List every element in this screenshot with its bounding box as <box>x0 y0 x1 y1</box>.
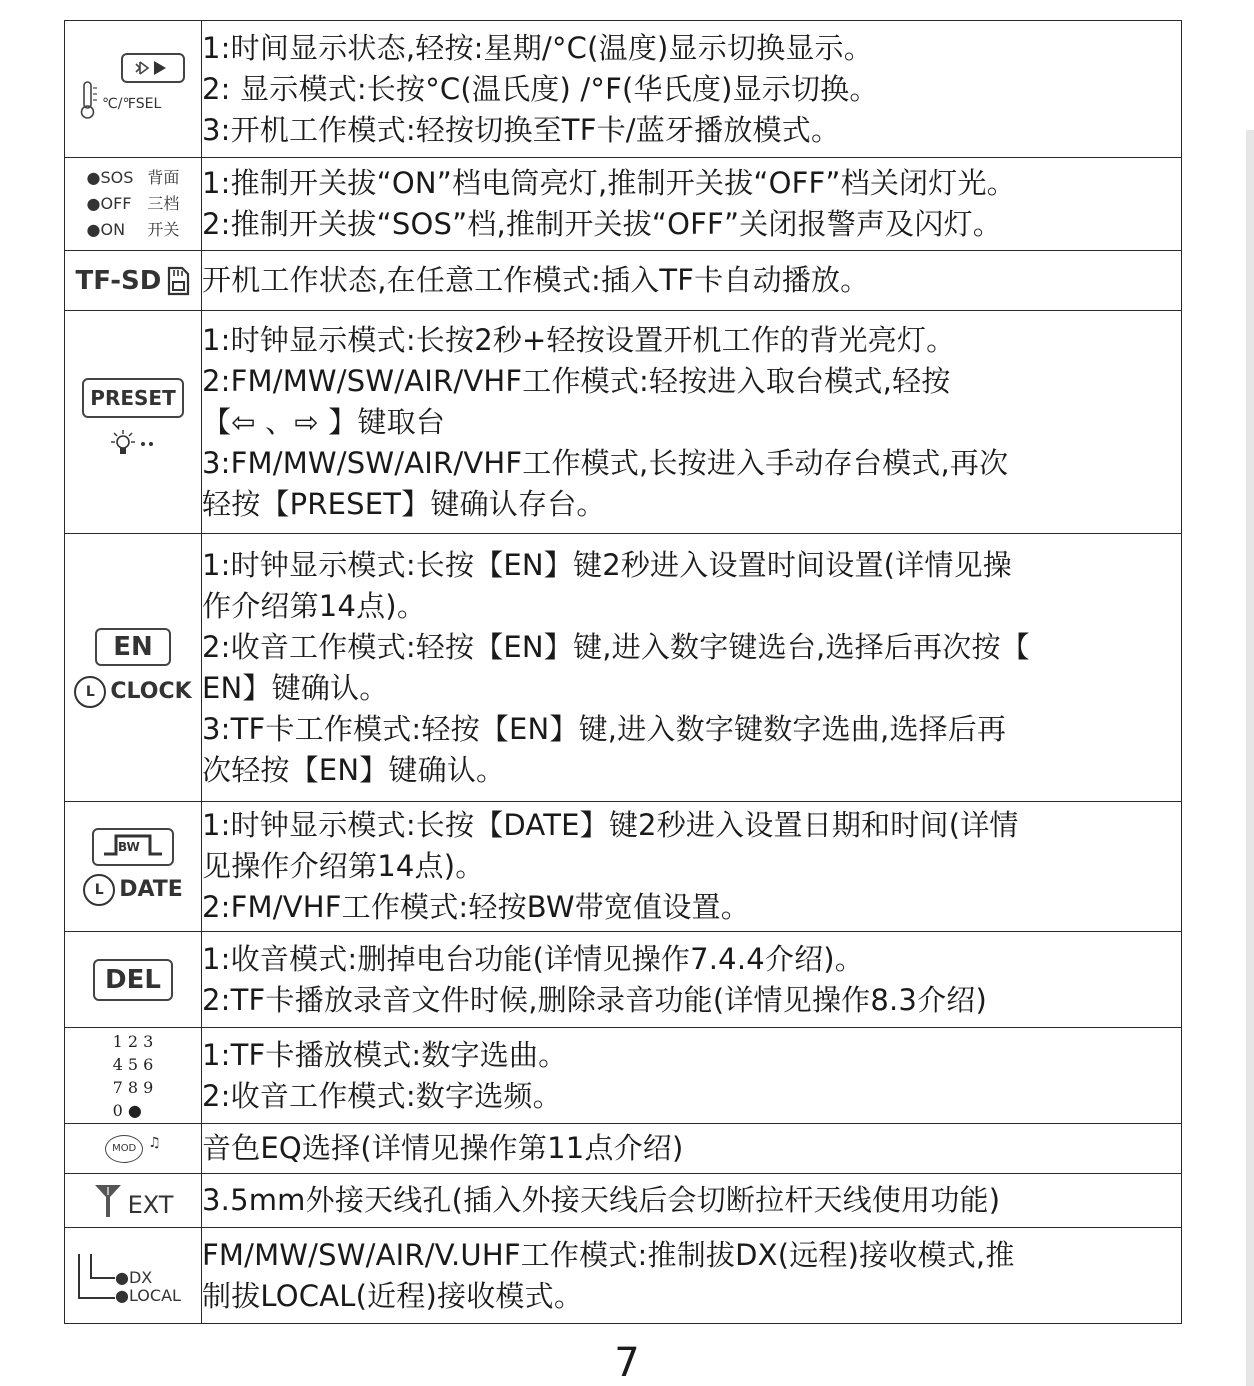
bw-label: BW <box>118 839 140 854</box>
icon-cell <box>65 802 202 932</box>
description-line: 1:时间显示状态,轻按:星期/°C(温度)显示切换显示。 <box>202 30 873 65</box>
keypad-row: 4 5 6 <box>112 1054 154 1074</box>
description-line: 1:推制开关拔“ON”档电筒亮灯,推制开关拔“OFF”档关闭灯光。 <box>202 166 1016 200</box>
description-cell <box>202 1174 1182 1228</box>
description-line: 开机工作状态,在任意工作模式:插入TF卡自动播放。 <box>202 263 870 297</box>
description-line: EN】键确认。 <box>202 670 389 705</box>
icon-cell <box>65 21 202 158</box>
description-cell <box>202 251 1182 311</box>
local-label: ●LOCAL <box>115 1285 181 1305</box>
description-cell <box>202 1124 1182 1174</box>
music-note-icon: ♫ <box>148 1134 161 1151</box>
number-keypad <box>113 1030 154 1122</box>
clock-label-row <box>65 676 201 708</box>
date-label: DATE <box>119 877 183 902</box>
date-label-row <box>65 874 201 906</box>
table-row <box>65 311 1182 534</box>
switch-side-label: 三档 <box>147 194 180 213</box>
description-line: 2:FM/MW/SW/AIR/VHF工作模式:轻按进入取台模式,轻按 <box>202 363 951 398</box>
description-cell <box>202 21 1182 158</box>
description-line: 2:FM/VHF工作模式:轻按BW带宽值设置。 <box>202 890 750 924</box>
clock-label: CLOCK <box>110 679 192 704</box>
icon-cell <box>65 311 202 534</box>
keypad-row: 0 ● <box>112 1100 142 1120</box>
ext-label: EXT <box>127 1190 174 1219</box>
description-cell <box>202 1228 1182 1324</box>
bluetooth-play-thermometer-icon <box>78 52 188 122</box>
description-cell <box>202 534 1182 802</box>
description-line: 次轻按【EN】键确认。 <box>202 752 506 787</box>
mod-button <box>105 1135 143 1163</box>
function-table <box>64 20 1182 1324</box>
en-button: EN <box>95 628 171 666</box>
long-press-icon: L <box>74 676 106 708</box>
table-row <box>65 802 1182 932</box>
description-line: 2:收音工作模式:数字选频。 <box>202 1078 562 1113</box>
preset-button: PRESET <box>82 378 183 418</box>
dx-local-switch-icon <box>75 1248 191 1304</box>
tf-sd-label: TF-SD <box>75 265 162 296</box>
description-line: 音色EQ选择(详情见操作第11点介绍) <box>202 1131 684 1165</box>
icon-cell <box>65 534 202 802</box>
keypad-row: 1 2 3 <box>112 1031 154 1051</box>
description-line: 2:收音工作模式:轻按【EN】键,进入数字键选台,选择后再次按【 <box>202 629 1030 664</box>
table-row <box>65 534 1182 802</box>
description-line: 1:时钟显示模式:长按【EN】键2秒进入设置时间设置(详情见操 <box>202 547 1012 582</box>
page-number: 7 <box>614 1340 640 1386</box>
table-row <box>65 251 1182 311</box>
description-line: 作介绍第14点)。 <box>202 588 427 623</box>
icon-cell <box>65 1028 202 1124</box>
description-line: 轻按【PRESET】键确认存台。 <box>202 486 606 521</box>
dx-label: ●DX <box>115 1267 153 1287</box>
icon-cell <box>65 1228 202 1324</box>
description-line: 1:TF卡播放模式:数字选曲。 <box>202 1037 568 1072</box>
icon-cell <box>65 932 202 1028</box>
sd-card-icon <box>166 266 190 296</box>
switch-label-on: ●ON <box>86 220 126 239</box>
mod-label: MOD <box>112 1142 137 1154</box>
description-cell <box>202 802 1182 932</box>
table-row <box>65 1174 1182 1228</box>
table-row <box>65 932 1182 1028</box>
description-cell <box>202 158 1182 251</box>
description-line: 1:收音模式:删掉电台功能(详情见操作7.4.4介绍)。 <box>202 941 865 976</box>
description-line: 2:TF卡播放录音文件时候,删除录音功能(详情见操作8.3介绍) <box>202 982 987 1017</box>
temp-sel-label: ℃/℉SEL <box>102 96 162 112</box>
description-line: 3:FM/MW/SW/AIR/VHF工作模式,长按进入手动存台模式,再次 <box>202 445 1009 480</box>
description-line: FM/MW/SW/AIR/V.UHF工作模式:推制拔DX(远程)接收模式,推 <box>202 1237 1015 1272</box>
bw-button <box>92 828 174 866</box>
switch-label-sos: ●SOS <box>86 168 134 187</box>
icon-cell <box>65 1124 202 1174</box>
description-line: 1:时钟显示模式:长按2秒+轻按设置开机工作的背光亮灯。 <box>202 322 956 357</box>
icon-cell <box>65 1174 202 1228</box>
description-line: 1:时钟显示模式:长按【DATE】键2秒进入设置日期和时间(详情 <box>202 808 1019 842</box>
description-line: 2:推制开关拔“SOS”档,推制开关拔“OFF”关闭报警声及闪灯。 <box>202 207 1002 241</box>
description-line: 3:TF卡工作模式:轻按【EN】键,进入数字键数字选曲,选择后再 <box>202 711 1007 746</box>
del-button: DEL <box>93 959 173 1001</box>
keypad-row: 7 8 9 <box>112 1077 154 1097</box>
description-line: 2: 显示模式:长按°C(温氏度) /°F(华氏度)显示切换。 <box>202 71 879 106</box>
switch-side-label: 开关 <box>147 220 180 239</box>
description-cell <box>202 932 1182 1028</box>
icon-cell <box>65 251 202 311</box>
description-cell <box>202 1028 1182 1124</box>
table-row <box>65 21 1182 158</box>
description-line: 制拔LOCAL(近程)接收模式。 <box>202 1278 584 1313</box>
description-line: 3:开机工作模式:轻按切换至TF卡/蓝牙播放模式。 <box>202 112 841 147</box>
switch-label-off: ●OFF <box>86 194 132 213</box>
scrollbar[interactable] <box>1246 130 1254 1386</box>
table-row <box>65 1228 1182 1324</box>
description-line: 【⇦ 、⇨ 】键取台 <box>202 404 446 439</box>
backlight-icon <box>65 428 201 466</box>
table-row <box>65 1028 1182 1124</box>
icon-cell <box>65 158 202 251</box>
long-press-icon: L <box>83 874 115 906</box>
switch-side-label: 背面 <box>147 168 180 187</box>
description-cell <box>202 311 1182 534</box>
switch-position-labels <box>65 165 201 243</box>
description-line: 3.5mm外接天线孔(插入外接天线后会切断拉杆天线使用功能) <box>202 1183 1001 1217</box>
table-row <box>65 158 1182 251</box>
table-row <box>65 1124 1182 1174</box>
description-line: 见操作介绍第14点)。 <box>202 849 485 883</box>
antenna-icon <box>93 1183 123 1219</box>
